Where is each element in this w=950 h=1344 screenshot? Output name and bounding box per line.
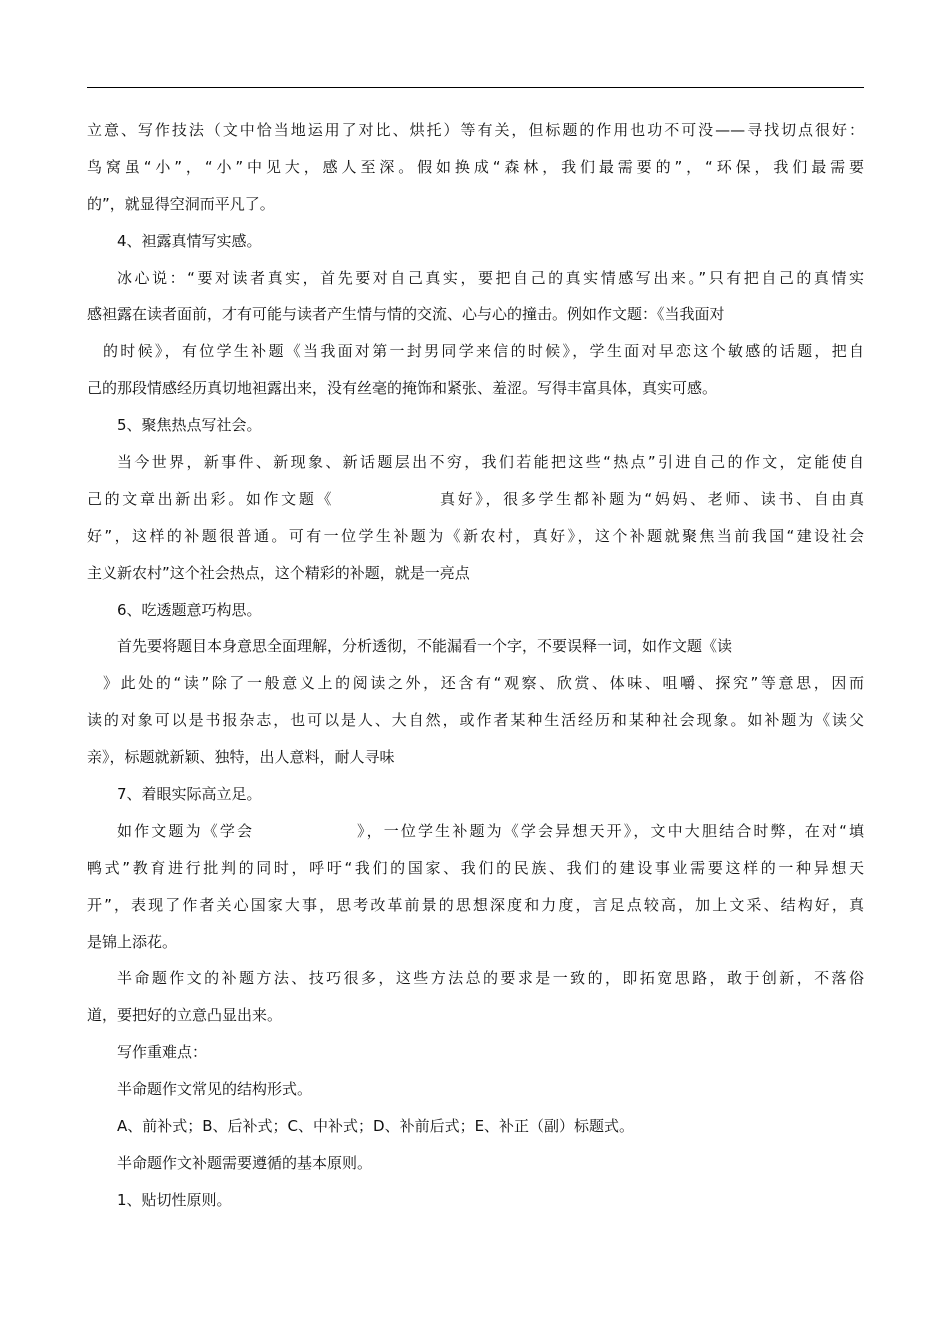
section-heading: 1、贴切性原则。 [117, 1191, 232, 1209]
text-line: 己的文章出新出彩。如作文题《 真好》，很多学生都补题为“妈妈、老师、读书、自由真 [87, 490, 864, 508]
text-line: 感袒露在读者面前，才有可能与读者产生情与情的交流、心与心的撞击。例如作文题：《当我面对 [87, 305, 725, 323]
text-line: 主义新农村”这个社会热点，这个精彩的补题，就是一亮点 [87, 564, 470, 582]
section-heading: 写作重难点： [117, 1043, 208, 1061]
text-line: 冰心说：“要对读者真实，首先要对自己真实，要把自己的真实情感写出来。”只有把自己的真情实 [117, 269, 864, 287]
text-line: 如作文题为《学会 》，一位学生补题为《学会异想天开》，文中大胆结合时弊，在对“填 [117, 822, 864, 840]
text-line: 立意、写作技法（文中恰当地运用了对比、烘托）等有关，但标题的作用也功不可没——寻找切点很好： [87, 121, 864, 139]
text-line: A、前补式；B、后补式；C、中补式；D、补前后式；E、补正（副）标题式。 [117, 1117, 635, 1135]
text-line: 己的那段情感经历真切地袒露出来，没有丝毫的掩饰和紧张、羞涩。写得丰富具体，真实可感。 [87, 379, 718, 397]
text-line: 半命题作文的补题方法、技巧很多，这些方法总的要求是一致的，即拓宽思路，敢于创新，不落俗 [117, 969, 864, 987]
section-heading: 5、聚焦热点写社会。 [117, 416, 262, 434]
text-line: 的”，就显得空洞而平凡了。 [87, 195, 275, 213]
text-line: 开”，表现了作者关心国家大事，思考改革前景的思想深度和力度，言足点较高，加上文采、结构好，真 [87, 896, 864, 914]
text-line: 首先要将题目本身意思全面理解，分析透彻，不能漏看一个字，不要误释一词，如作文题《读 [117, 637, 733, 655]
section-heading: 6、吃透题意巧构思。 [117, 601, 262, 619]
text-line: 道，要把好的立意凸显出来。 [87, 1006, 283, 1024]
text-line: 半命题作文常见的结构形式。 [117, 1080, 313, 1098]
section-heading: 4、袒露真情写实感。 [117, 232, 262, 250]
text-line: 读的对象可以是书报杂志，也可以是人、大自然，或作者某种生活经历和某种社会现象。如补题为《读父 [87, 711, 864, 729]
text-line: 》此处的“读”除了一般意义上的阅读之外，还含有“观察、欣赏、体味、咀嚼、探究”等意思，因而 [103, 674, 864, 692]
text-line: 鸭式”教育进行批判的同时，呼吁“我们的国家、我们的民族、我们的建设事业需要这样的一种异想天 [87, 859, 864, 877]
text-line: 是锦上添花。 [87, 933, 178, 951]
text-line: 好”，这样的补题很普通。可有一位学生补题为《新农村，真好》，这个补题就聚焦当前我国“建设社会 [87, 527, 864, 545]
header-rule [87, 87, 864, 88]
text-line: 鸟窝虽“小”，“小”中见大，感人至深。假如换成“森林，我们最需要的”，“环保，我们最需要 [87, 158, 864, 176]
section-heading: 7、着眼实际高立足。 [117, 785, 262, 803]
text-line: 半命题作文补题需要遵循的基本原则。 [117, 1154, 373, 1172]
text-line: 当今世界，新事件、新现象、新话题层出不穷，我们若能把这些“热点”引进自己的作文，定能使自 [117, 453, 864, 471]
text-line: 亲》，标题就新颖、独特，出人意料，耐人寻味 [87, 748, 395, 766]
text-line: 的时候》，有位学生补题《当我面对第一封男同学来信的时候》，学生面对早恋这个敏感的话题，把自 [103, 342, 864, 360]
